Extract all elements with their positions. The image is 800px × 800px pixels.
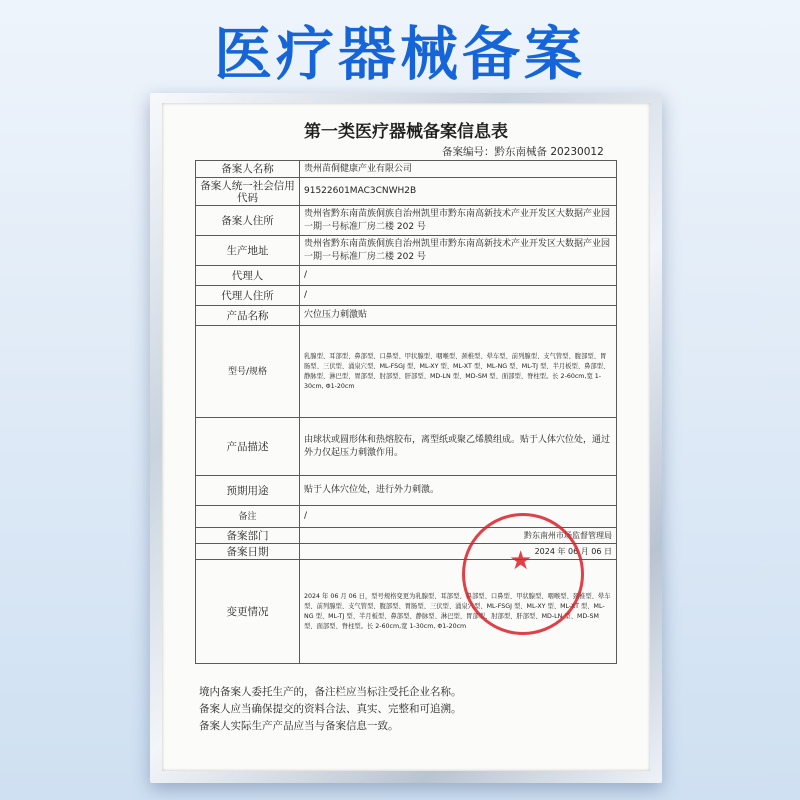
row-value: 黔东南州市场监督管理局 bbox=[300, 528, 617, 544]
seal-star-icon: ★ bbox=[509, 546, 533, 576]
row-value: 穴位压力刺激贴 bbox=[300, 306, 617, 326]
row-label: 生产地址 bbox=[196, 236, 300, 266]
row-label: 备案人统一社会信用代码 bbox=[196, 178, 300, 206]
certificate-paper bbox=[162, 103, 650, 771]
footnotes bbox=[199, 684, 619, 735]
row-label: 备案人住所 bbox=[196, 206, 300, 236]
row-value: 2024 年 06 月 06 日 bbox=[300, 544, 617, 560]
table-row bbox=[196, 544, 617, 560]
row-label: 预期用途 bbox=[196, 476, 300, 506]
row-label: 变更情况 bbox=[196, 560, 300, 664]
table-row bbox=[196, 528, 617, 544]
row-value: / bbox=[300, 286, 617, 306]
row-label: 备案人名称 bbox=[196, 161, 300, 178]
row-label: 备注 bbox=[196, 506, 300, 528]
table-row bbox=[196, 476, 617, 506]
row-label: 备案日期 bbox=[196, 544, 300, 560]
table-row bbox=[196, 418, 617, 476]
row-label: 代理人住所 bbox=[196, 286, 300, 306]
row-label: 代理人 bbox=[196, 266, 300, 286]
row-value: 91522601MAC3CNWH2B bbox=[300, 178, 617, 206]
row-label: 产品名称 bbox=[196, 306, 300, 326]
row-value: 由球状或圆形体和热熔胶布，离型纸或聚乙烯膜组成。贴于人体穴位处，通过外力仅起压力刺激作用。 bbox=[300, 418, 617, 476]
footnote: 境内备案人委托生产的，备注栏应当标注受托企业名称。 bbox=[199, 686, 462, 698]
table-row bbox=[196, 161, 617, 178]
row-value: 贵州苗侗健康产业有限公司 bbox=[300, 161, 617, 178]
table-row bbox=[196, 178, 617, 206]
info-table bbox=[195, 160, 617, 664]
row-label: 备案部门 bbox=[196, 528, 300, 544]
table-row bbox=[196, 506, 617, 528]
page-headline: 医疗器械备案 bbox=[213, 20, 586, 88]
document-title: 第一类医疗器械备案信息表 bbox=[304, 122, 508, 142]
row-value: 贵州省黔东南苗族侗族自治州凯里市黔东南高新技术产业开发区大数据产业园一期一号标准厂房二楼 202 号 bbox=[300, 206, 617, 236]
table-row bbox=[196, 306, 617, 326]
table-row bbox=[196, 236, 617, 266]
row-label: 型号/规格 bbox=[196, 326, 300, 418]
table-row bbox=[196, 326, 617, 418]
table-row bbox=[196, 206, 617, 236]
table-row bbox=[196, 286, 617, 306]
footnote: 备案人应当确保提交的资料合法、真实、完整和可追溯。 bbox=[199, 703, 462, 715]
table-row bbox=[196, 560, 617, 664]
row-label: 产品描述 bbox=[196, 418, 300, 476]
row-value: 贴于人体穴位处，进行外力刺激。 bbox=[300, 476, 617, 506]
row-value: 2024 年 06 月 06 日，型号规格变更为乳腺型、耳部型、鼻部型、口鼻型、甲状腺型、咽喉型、颈椎型、晕车型、前列腺型、支气管型、腹部型、胃肠型、三伏型、涌泉穴型、ML-FSGJ 型、ML-XY 型、ML-XT 型、ML-NG 型、ML-TJ 型、半月板型、鼻部型、静脉型、淋巴型、胃部型、肘部型、肝部型、MD-LN 型、MD-SM 型、面部型、脊柱型。长 2-60cm,宽 1-30cm, Φ1-20cm bbox=[300, 560, 617, 664]
row-value: / bbox=[300, 506, 617, 528]
table-row bbox=[196, 266, 617, 286]
footnote: 备案人实际生产产品应当与备案信息一致。 bbox=[199, 720, 399, 732]
registration-number: 备案编号：黔东南械备 20230012 bbox=[442, 146, 604, 158]
row-value: / bbox=[300, 266, 617, 286]
row-value: 贵州省黔东南苗族侗族自治州凯里市黔东南高新技术产业开发区大数据产业园一期一号标准厂房二楼 202 号 bbox=[300, 236, 617, 266]
row-value: 乳腺型、耳部型、鼻部型、口鼻型、甲状腺型、咽喉型、颈椎型、晕车型、前列腺型、支气管型、腹部型、胃肠型、三伏型、涌泉穴型、ML-FSGJ 型、ML-XY 型、ML-XT 型、ML-NG 型、ML-TJ 型、半月板型、鼻部型、静脉型、淋巴型、胃部型、肘部型、肝部型、MD-LN 型、MD-SM 型、面部型、脊柱型。长 2-60cm,宽 1-30cm, Φ1-20cm bbox=[300, 326, 617, 418]
